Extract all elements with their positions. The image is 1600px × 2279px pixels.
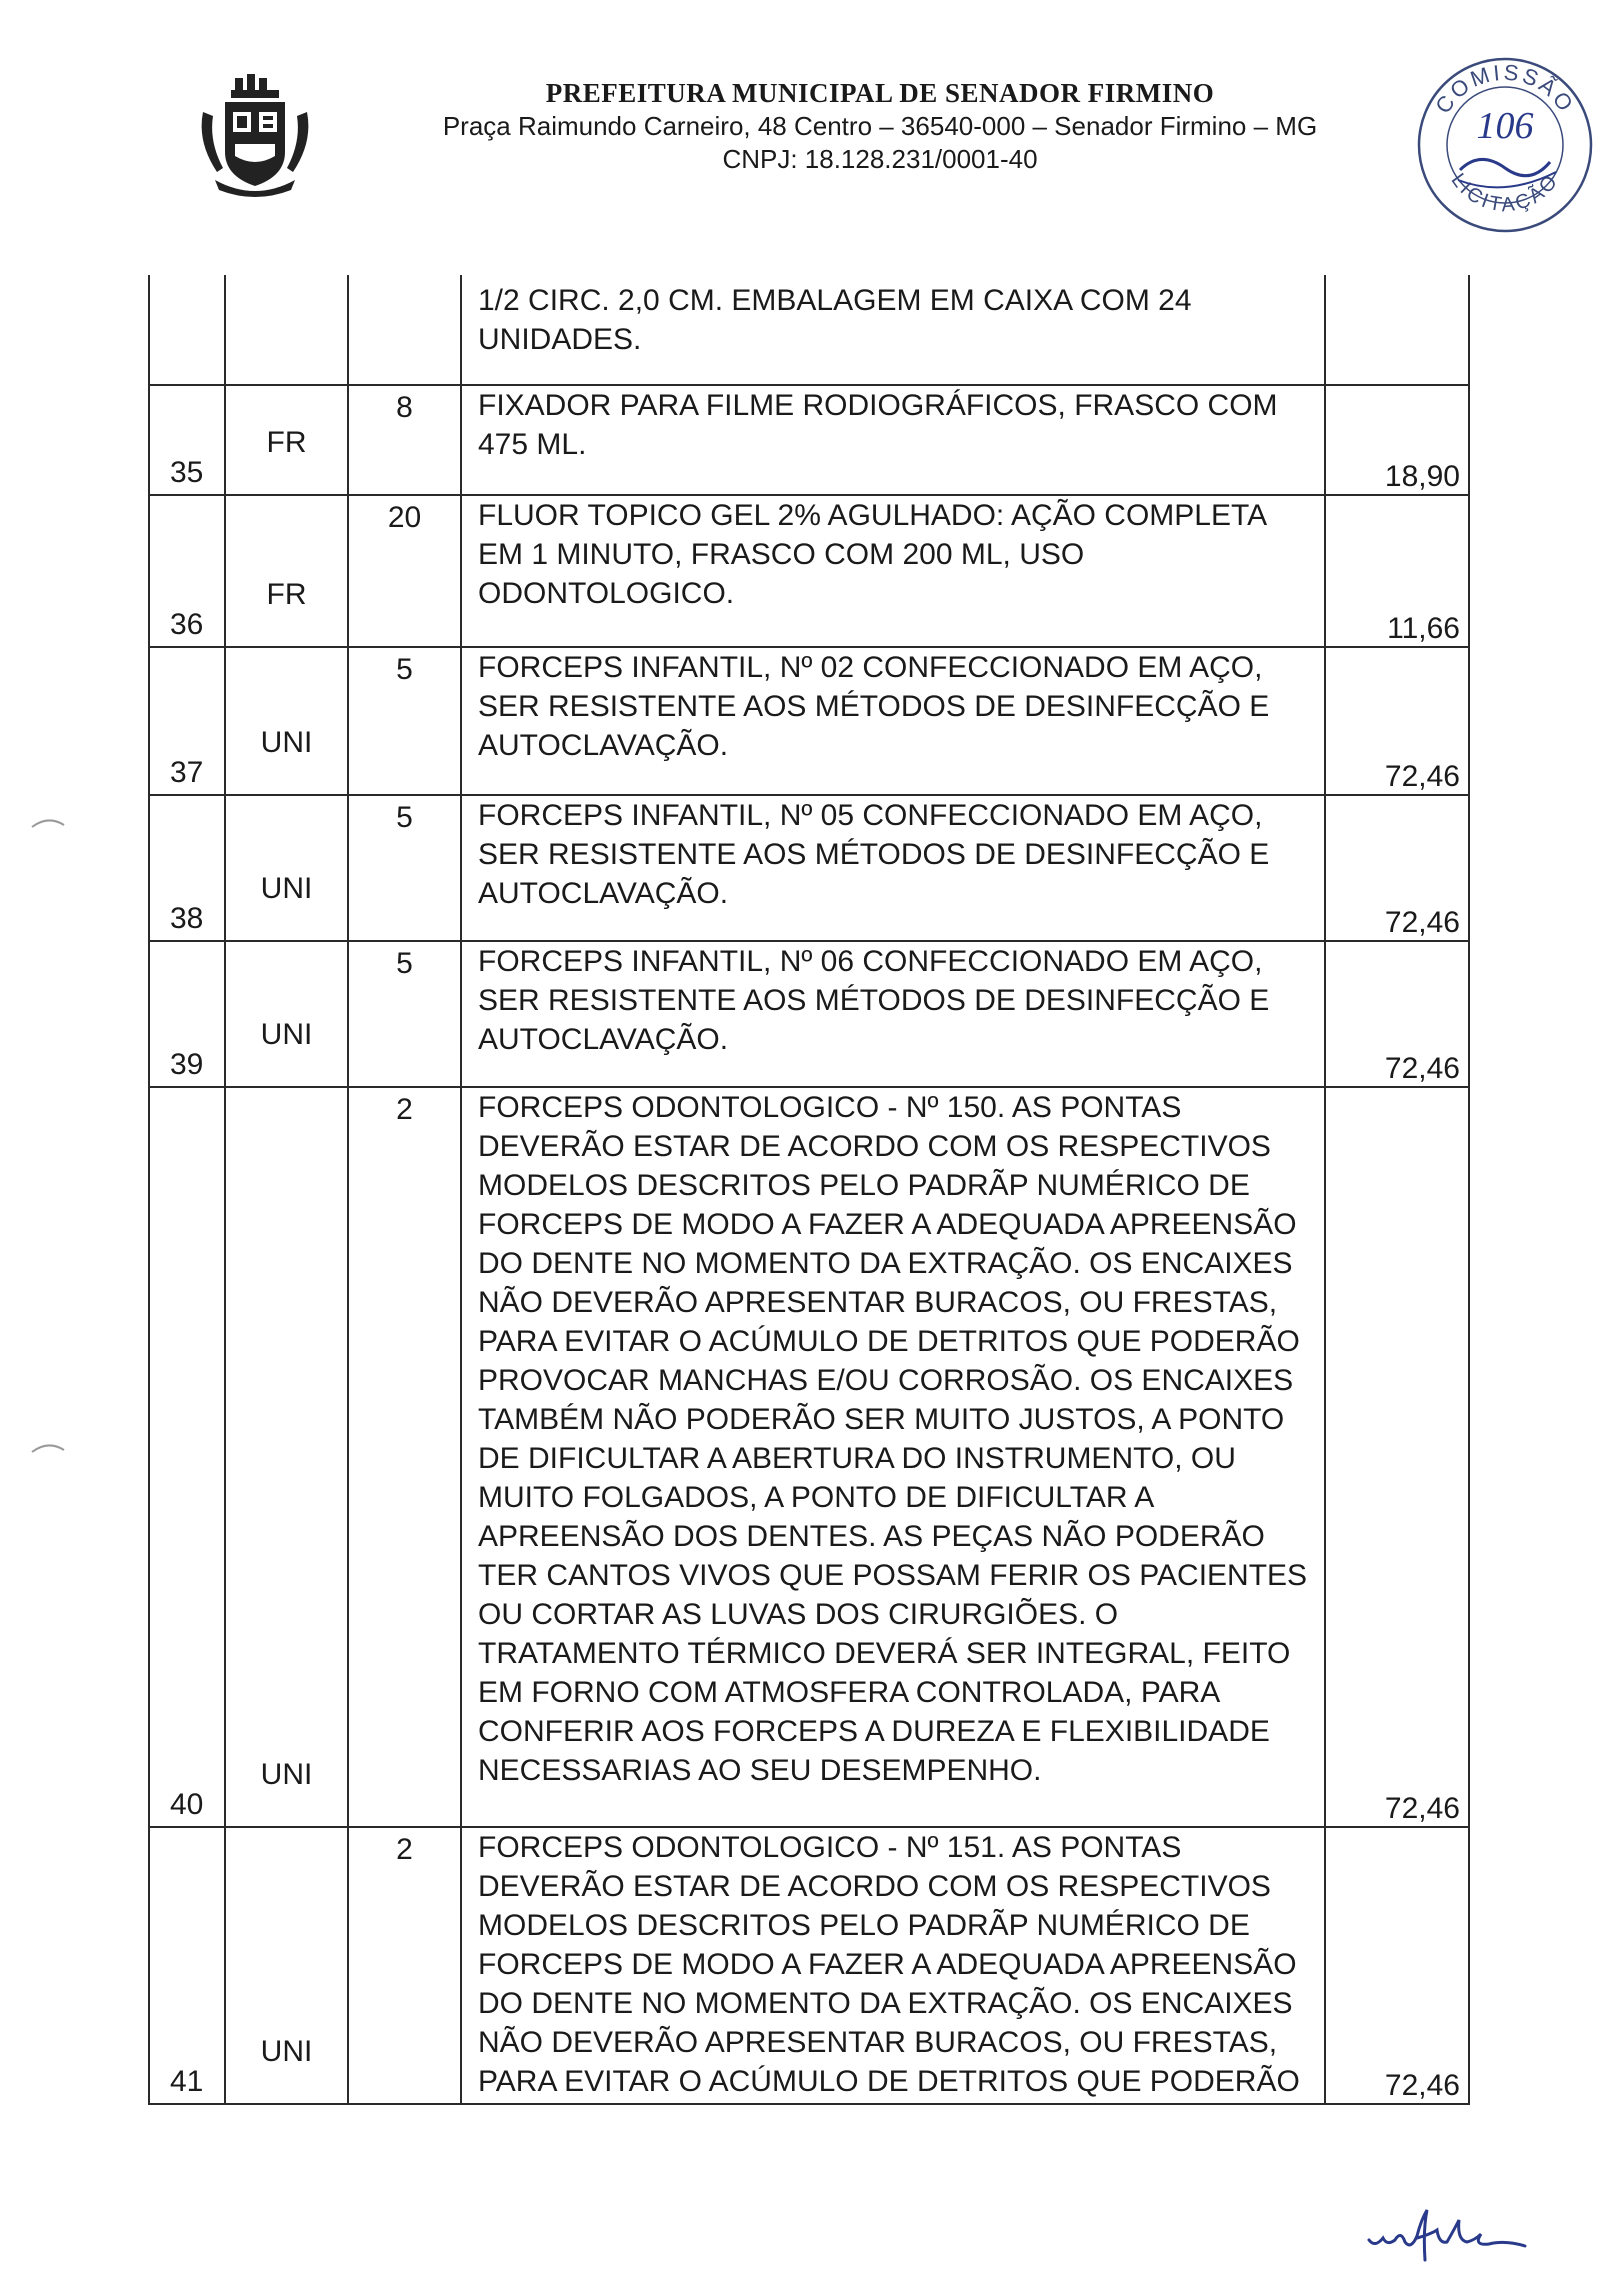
coat-of-arms-icon xyxy=(195,72,315,202)
description-cell xyxy=(461,275,1325,385)
quantity-value: 2 xyxy=(396,1093,413,1126)
price-value: 11,66 xyxy=(1387,612,1460,645)
item-number: 38 xyxy=(170,902,204,935)
unit-label: UNI xyxy=(260,1758,313,1791)
unit-label: UNI xyxy=(260,2035,313,2068)
description-text: FORCEPS ODONTOLOGICO - Nº 151. AS PONTAS DEVERÃO ESTAR DE ACORDO COM OS RESPECTIVOS MODELOS DESCRITOS PELO PADRÃP NUMÉRICO DE FORCEPS DE MODO A FAZER A ADEQUADA APREENSÃO DO DENTE NO MOMENTO DA EXTRAÇÃO. OS ENCAIXES NÃO DEVERÃO APRESENTAR BURACOS, OU FRESTAS, PARA EVITAR O ACÚMULO DE DETRITOS QUE PODERÃO xyxy=(478,1831,1300,2098)
header-address: Praça Raimundo Carneiro, 48 Centro – 36540-000 – Senador Firmino – MG xyxy=(442,111,1318,141)
description-cell xyxy=(461,795,1325,941)
description-cell xyxy=(461,1827,1325,2104)
price-cell xyxy=(1325,1087,1469,1827)
item-cell xyxy=(149,1087,225,1827)
item-number: 39 xyxy=(170,1048,204,1081)
stamp-top-text: COMISSÃO xyxy=(1430,59,1580,118)
description-text: 1/2 CIRC. 2,0 CM. EMBALAGEM EM CAIXA COM 24 UNIDADES. xyxy=(478,284,1192,356)
unit-cell xyxy=(225,647,348,795)
table-row xyxy=(149,795,1469,941)
price-cell xyxy=(1325,941,1469,1087)
table-row xyxy=(149,941,1469,1087)
description-text: FIXADOR PARA FILME RODIOGRÁFICOS, FRASCO COM 475 ML. xyxy=(478,389,1278,461)
item-number: 37 xyxy=(170,756,204,789)
quantity-value: 5 xyxy=(396,801,413,834)
description-cell xyxy=(461,385,1325,495)
qty-cell xyxy=(348,941,461,1087)
item-cell xyxy=(149,647,225,795)
price-cell xyxy=(1325,385,1469,495)
item-cell xyxy=(149,385,225,495)
price-value: 72,46 xyxy=(1384,760,1460,793)
unit-cell xyxy=(225,1827,348,2104)
item-cell xyxy=(149,795,225,941)
item-number: 35 xyxy=(170,456,204,489)
price-value: 18,90 xyxy=(1384,460,1460,493)
description-text: FORCEPS INFANTIL, Nº 06 CONFECCIONADO EM AÇO, SER RESISTENTE AOS MÉTODOS DE DESINFECÇÃO E AUTOCLAVAÇÃO. xyxy=(478,945,1270,1056)
qty-cell xyxy=(348,1087,461,1827)
stamp-page-number: 106 xyxy=(1476,105,1534,147)
qty-cell xyxy=(348,795,461,941)
unit-label: UNI xyxy=(260,872,313,905)
price-value: 72,46 xyxy=(1384,1052,1460,1085)
price-cell xyxy=(1325,495,1469,647)
table-row xyxy=(149,385,1469,495)
signature-initials xyxy=(1365,2200,1565,2270)
item-cell xyxy=(149,941,225,1087)
description-text: FORCEPS INFANTIL, Nº 05 CONFECCIONADO EM AÇO, SER RESISTENTE AOS MÉTODOS DE DESINFECÇÃO E AUTOCLAVAÇÃO. xyxy=(478,799,1270,910)
price-cell xyxy=(1325,275,1469,385)
unit-label: UNI xyxy=(260,726,313,759)
item-cell xyxy=(149,275,225,385)
quantity-value: 8 xyxy=(396,391,413,424)
description-cell xyxy=(461,1087,1325,1827)
price-value: 72,46 xyxy=(1384,1792,1460,1825)
quantity-value: 20 xyxy=(387,501,422,534)
quantity-value: 2 xyxy=(396,1833,413,1866)
table-row xyxy=(149,1827,1469,2104)
quantity-value: 5 xyxy=(396,947,413,980)
unit-cell xyxy=(225,385,348,495)
unit-label: UNI xyxy=(260,1018,313,1051)
margin-mark xyxy=(30,815,70,829)
qty-cell xyxy=(348,275,461,385)
unit-cell xyxy=(225,275,348,385)
header-cnpj: CNPJ: 18.128.231/0001-40 xyxy=(722,144,1038,174)
price-cell xyxy=(1325,1827,1469,2104)
items-table xyxy=(148,275,1470,2105)
table-row xyxy=(149,647,1469,795)
price-cell xyxy=(1325,647,1469,795)
price-cell xyxy=(1325,795,1469,941)
description-cell xyxy=(461,495,1325,647)
page-header xyxy=(0,0,1600,240)
qty-cell xyxy=(348,385,461,495)
table-row xyxy=(149,275,1469,385)
table-row xyxy=(149,1087,1469,1827)
margin-mark xyxy=(30,1440,70,1454)
qty-cell xyxy=(348,647,461,795)
table-row xyxy=(149,495,1469,647)
quantity-value: 5 xyxy=(396,653,413,686)
description-text: FORCEPS INFANTIL, Nº 02 CONFECCIONADO EM AÇO, SER RESISTENTE AOS MÉTODOS DE DESINFECÇÃO E AUTOCLAVAÇÃO. xyxy=(478,651,1270,762)
item-number: 36 xyxy=(170,608,204,641)
header-title: PREFEITURA MUNICIPAL DE SENADOR FIRMINO xyxy=(545,78,1215,108)
stamp-bottom-text: LICITAÇÃO xyxy=(1446,169,1564,217)
unit-cell xyxy=(225,795,348,941)
commission-stamp xyxy=(1410,50,1600,240)
unit-label: FR xyxy=(266,578,307,611)
quantity-value xyxy=(349,275,460,277)
price-value: 72,46 xyxy=(1384,906,1460,939)
description-cell xyxy=(461,941,1325,1087)
unit-label: FR xyxy=(266,426,307,459)
qty-cell xyxy=(348,495,461,647)
header-text-block xyxy=(380,76,1380,176)
description-text: FORCEPS ODONTOLOGICO - Nº 150. AS PONTAS DEVERÃO ESTAR DE ACORDO COM OS RESPECTIVOS MODELOS DESCRITOS PELO PADRÃP NUMÉRICO DE FORCEPS DE MODO A FAZER A ADEQUADA APREENSÃO DO DENTE NO MOMENTO DA EXTRAÇÃO. OS ENCAIXES NÃO DEVERÃO APRESENTAR BURACOS, OU FRESTAS, PARA EVITAR O ACÚMULO DE DETRITOS QUE PODERÃO PROVOCAR MANCHAS E/OU CORROSÃO. OS ENCAIXES TAMBÉM NÃO PODERÃO SER MUITO JUSTOS, A PONTO DE DIFICULTAR A ABERTURA DO INSTRUMENTO, OU MUITO FOLGADOS, A PONTO DE DIFICULTAR A APREENSÃO DOS DENTES. AS PEÇAS NÃO PODERÃO TER CANTOS VIVOS QUE POSSAM FERIR OS PACIENTES OU CORTAR AS LUVAS DOS CIRURGIÕES. O TRATAMENTO TÉRMICO DEVERÁ SER INTEGRAL, FEITO EM FORNO COM ATMOSFERA CONTROLADA, PARA CONFERIR AOS FORCEPS A DUREZA E FLEXIBILIDADE NECESSARIAS AO SEU DESEMPENHO. xyxy=(478,1091,1308,1787)
unit-cell xyxy=(225,495,348,647)
qty-cell xyxy=(348,1827,461,2104)
unit-cell xyxy=(225,941,348,1087)
item-number: 41 xyxy=(170,2065,204,2098)
unit-cell xyxy=(225,1087,348,1827)
description-cell xyxy=(461,647,1325,795)
price-value: 72,46 xyxy=(1384,2069,1460,2102)
item-number: 40 xyxy=(170,1788,204,1821)
item-cell xyxy=(149,1827,225,2104)
description-text: FLUOR TOPICO GEL 2% AGULHADO: AÇÃO COMPLETA EM 1 MINUTO, FRASCO COM 200 ML, USO ODONTOLOGICO. xyxy=(478,499,1266,610)
item-cell xyxy=(149,495,225,647)
